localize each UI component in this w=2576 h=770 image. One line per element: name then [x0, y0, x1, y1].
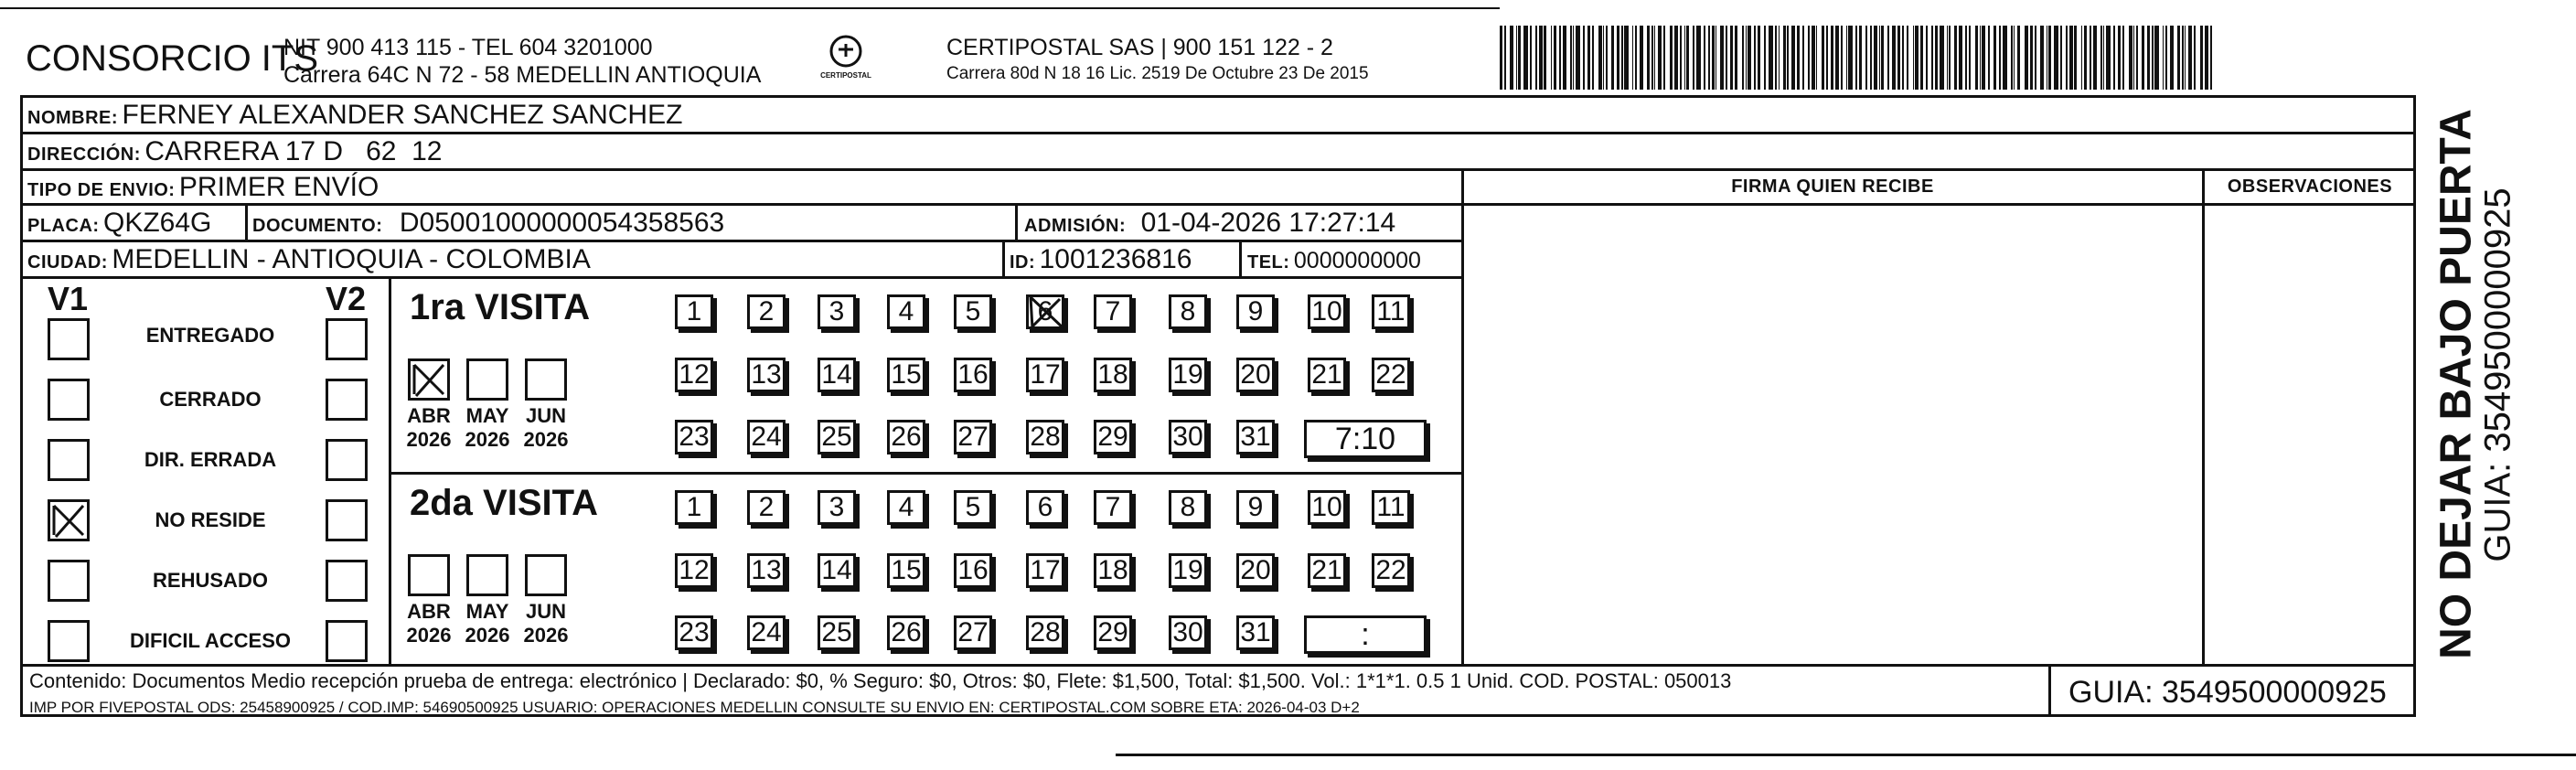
barcode-bar: [1563, 26, 1566, 90]
barcode-bar: [2133, 26, 2134, 90]
company-name: CONSORCIO ITS: [26, 38, 319, 79]
barcode: [1500, 26, 2222, 90]
visit-day-box[interactable]: 1: [675, 294, 713, 329]
visit-day-box[interactable]: 25: [818, 420, 856, 455]
visit-day-box[interactable]: 2: [747, 490, 786, 525]
barcode-bar: [2170, 26, 2174, 90]
barcode-bar: [1658, 26, 1662, 90]
status-v1-checkbox[interactable]: [48, 439, 90, 481]
barcode-bar: [2136, 26, 2138, 90]
status-v2-checkbox[interactable]: [326, 318, 368, 360]
visit-day-box[interactable]: 11: [1372, 294, 1410, 329]
visit-day-box[interactable]: 28: [1026, 615, 1064, 650]
visit-day-box[interactable]: 4: [887, 294, 925, 329]
barcode-bar: [1583, 26, 1585, 90]
observaciones-area[interactable]: [2206, 206, 2414, 663]
barcode-bar: [1902, 26, 1904, 90]
status-v2-checkbox[interactable]: [326, 379, 368, 421]
barcode-bar: [2100, 26, 2102, 90]
v2-label: V2: [326, 280, 367, 317]
visit-day-box[interactable]: 5: [954, 490, 992, 525]
barcode-bar: [1779, 26, 1780, 90]
barcode-bar: [2129, 26, 2132, 90]
barcode-bar: [2074, 26, 2077, 90]
barcode-bar: [1913, 26, 1914, 90]
status-option-label: NO RESIDE: [155, 508, 266, 531]
barcode-bar: [1576, 26, 1580, 90]
visit-day-box[interactable]: 31: [1236, 615, 1275, 650]
visit-month-checkbox[interactable]: [466, 358, 508, 401]
status-v2-checkbox[interactable]: [326, 560, 368, 602]
visit-day-box[interactable]: 6: [1026, 294, 1064, 329]
barcode-bar: [1654, 26, 1655, 90]
barcode-bar: [2066, 26, 2068, 90]
barcode-bar: [1915, 26, 1919, 90]
visit-month-checkbox[interactable]: [408, 554, 450, 596]
visit-time-box[interactable]: 7:10: [1304, 420, 1427, 458]
status-v2-checkbox[interactable]: [326, 439, 368, 481]
status-v1-checkbox[interactable]: [48, 620, 90, 662]
status-option-label: DIFICIL ACCESO: [129, 629, 291, 652]
barcode-bar: [1523, 26, 1528, 90]
side-warning: NO DEJAR BAJO PUERTA: [2432, 109, 2481, 659]
visit-day-box[interactable]: 22: [1372, 553, 1410, 588]
visit-day-box[interactable]: 3: [818, 294, 856, 329]
barcode-bar: [1624, 26, 1629, 90]
visit-day-box[interactable]: 5: [954, 294, 992, 329]
visit-day-box[interactable]: 24: [747, 420, 786, 455]
visit-day-box[interactable]: 8: [1169, 490, 1207, 525]
barcode-bar: [1592, 26, 1594, 90]
tel-field: TEL: 0000000000: [1247, 248, 1421, 273]
certipostal-logo: CERTIPOSTAL: [814, 33, 878, 88]
barcode-bar: [1846, 26, 1847, 90]
barcode-bar: [1551, 26, 1552, 90]
barcode-bar: [1855, 26, 1857, 90]
visit-month-year: 2026: [465, 624, 510, 647]
barcode-bar: [2177, 26, 2180, 90]
visit-month-year: 2026: [523, 624, 569, 647]
barcode-bar: [2188, 26, 2192, 90]
barcode-bar: [2084, 26, 2087, 90]
visit-day-box[interactable]: 8: [1169, 294, 1207, 329]
visit-day-box[interactable]: 14: [818, 553, 856, 588]
status-option-label: CERRADO: [159, 388, 262, 411]
barcode-bar: [2069, 26, 2073, 90]
visit-day-box[interactable]: 12: [675, 553, 713, 588]
bottom-rule: [1116, 754, 2576, 756]
status-v2-checkbox[interactable]: [326, 499, 368, 541]
visit-day-box[interactable]: 25: [818, 615, 856, 650]
barcode-bar: [1816, 26, 1817, 90]
visit-month-year: 2026: [406, 624, 452, 647]
barcode-bar: [1518, 26, 1521, 90]
visit-month-label: JUN: [525, 404, 566, 427]
barcode-bar: [1712, 26, 1715, 90]
visit-day-box[interactable]: 15: [887, 553, 925, 588]
barcode-bar: [1663, 26, 1665, 90]
barcode-bar: [1748, 26, 1751, 90]
visit-title: 1ra VISITA: [410, 287, 591, 327]
direccion-row: DIRECCIÓN: CARRERA 17 D 62 12: [27, 136, 443, 166]
barcode-bar: [1764, 26, 1766, 90]
barcode-bar: [1965, 26, 1967, 90]
barcode-bar: [1881, 26, 1884, 90]
visit-day-box[interactable]: 7: [1094, 294, 1132, 329]
side-guia: GUIA: 3549500000925: [2477, 187, 2518, 562]
barcode-bar: [1947, 26, 1948, 90]
visit-month-checkbox[interactable]: [525, 554, 567, 596]
documento-field: DOCUMENTO: D05001000000054358563: [252, 208, 725, 238]
barcode-bar: [2194, 26, 2196, 90]
status-option-label: DIR. ERRADA: [144, 448, 277, 471]
barcode-bar: [1993, 26, 1996, 90]
barcode-bar: [1708, 26, 1710, 90]
barcode-bar: [1959, 26, 1962, 90]
visit-day-box[interactable]: 31: [1236, 420, 1275, 455]
visit-title: 2da VISITA: [410, 483, 598, 523]
visit-day-box[interactable]: 16: [954, 358, 992, 392]
visit-day-box[interactable]: 14: [818, 358, 856, 392]
visit-day-box[interactable]: 28: [1026, 420, 1064, 455]
barcode-bar: [1647, 26, 1650, 90]
barcode-bar: [1954, 26, 1957, 90]
barcode-bar: [1822, 26, 1824, 90]
visit-day-box[interactable]: 20: [1236, 358, 1275, 392]
barcode-bar: [2040, 26, 2044, 90]
barcode-bar: [1693, 26, 1694, 90]
visit-month-checkbox[interactable]: [525, 358, 567, 401]
barcode-bar: [1573, 26, 1574, 90]
barcode-bar: [1926, 26, 1928, 90]
barcode-bar: [1704, 26, 1705, 90]
firma-label: FIRMA QUIEN RECIBE: [1731, 176, 1934, 197]
visit-day-box[interactable]: 10: [1308, 490, 1346, 525]
barcode-bar: [1831, 26, 1833, 90]
barcode-bar: [2205, 26, 2208, 90]
visit-day-box[interactable]: 1: [675, 490, 713, 525]
id-field: ID: 1001236816: [1010, 244, 1192, 274]
barcode-bar: [2093, 26, 2097, 90]
barcode-bar: [1746, 26, 1747, 90]
barcode-bar: [1769, 26, 1773, 90]
barcode-bar: [1841, 26, 1843, 90]
barcode-bar: [2014, 26, 2015, 90]
placa-field: PLACA: QKZ64G: [27, 208, 212, 238]
barcode-bar: [1617, 26, 1619, 90]
barcode-bar: [2113, 26, 2115, 90]
visit-day-box[interactable]: 9: [1236, 294, 1275, 329]
visit-month-year: 2026: [465, 428, 510, 451]
status-option-label: REHUSADO: [153, 569, 268, 592]
visit-day-box[interactable]: 2: [747, 294, 786, 329]
barcode-bar: [2152, 26, 2154, 90]
barcode-bar: [1802, 26, 1804, 90]
status-v2-checkbox[interactable]: [326, 620, 368, 662]
barcode-bar: [1621, 26, 1623, 90]
visit-day-box[interactable]: 10: [1308, 294, 1346, 329]
barcode-bar: [1758, 26, 1760, 90]
barcode-bar: [1720, 26, 1724, 90]
status-v1-checkbox[interactable]: [48, 379, 90, 421]
v1-label: V1: [48, 280, 89, 317]
barcode-bar: [1603, 26, 1604, 90]
visit-day-box[interactable]: 27: [954, 420, 992, 455]
visit-month-label: ABR: [407, 600, 451, 623]
status-option-label: ENTREGADO: [145, 324, 275, 347]
barcode-bar: [2163, 26, 2164, 90]
visit-day-box[interactable]: 15: [887, 358, 925, 392]
barcode-bar: [1510, 26, 1513, 90]
barcode-bar: [1826, 26, 1828, 90]
visit-day-box[interactable]: 17: [1026, 553, 1064, 588]
status-v1-checkbox[interactable]: [48, 318, 90, 360]
barcode-bar: [1504, 26, 1506, 90]
barcode-bar: [2106, 26, 2111, 90]
status-v1-checkbox[interactable]: [48, 560, 90, 602]
visit-day-box[interactable]: 23: [675, 420, 713, 455]
barcode-bar: [1539, 26, 1543, 90]
barcode-bar: [1611, 26, 1614, 90]
barcode-bar: [1606, 26, 1608, 90]
barcode-bar: [1530, 26, 1532, 90]
barcode-bar: [1879, 26, 1880, 90]
barcode-bar: [2182, 26, 2184, 90]
barcode-bar: [2154, 26, 2159, 90]
barcode-bar: [2210, 26, 2212, 90]
barcode-bar: [1640, 26, 1643, 90]
barcode-bar: [1907, 26, 1908, 90]
visit-day-box[interactable]: 26: [887, 420, 925, 455]
barcode-bar: [2118, 26, 2121, 90]
visit-day-box[interactable]: 30: [1169, 420, 1207, 455]
barcode-bar: [2103, 26, 2104, 90]
visit-day-box[interactable]: 24: [747, 615, 786, 650]
barcode-bar: [2090, 26, 2091, 90]
visit-month-checkbox[interactable]: [408, 358, 450, 401]
barcode-bar: [1775, 26, 1777, 90]
barcode-bar: [1988, 26, 1990, 90]
visit-month-year: 2026: [523, 428, 569, 451]
nombre-row: NOMBRE: FERNEY ALEXANDER SANCHEZ SANCHEZ: [27, 100, 683, 130]
barcode-bar: [2122, 26, 2124, 90]
top-rule: [0, 7, 1500, 9]
visit-day-box[interactable]: 26: [887, 615, 925, 650]
admision-field: ADMISIÓN: 01-04-2026 17:27:14: [1024, 208, 1396, 238]
visit-day-box[interactable]: 29: [1094, 420, 1132, 455]
visit-day-box[interactable]: 13: [747, 358, 786, 392]
barcode-bar: [1684, 26, 1685, 90]
operator-address: Carrera 80d N 18 16 Lic. 2519 De Octubre 23 De 2015: [946, 64, 1369, 83]
footer-imp: IMP POR FIVEPOSTAL ODS: 25458900925 / COD.IMP: 54690500925 USUARIO: OPERACIONES MEDELLIN CONSULTE SU ENVIO EN: CERTIPOSTAL.COM SOBRE ETA: 2026-04-03 D+2: [29, 699, 1360, 716]
tipo-envio-row: TIPO DE ENVIO: PRIMER ENVÍO: [27, 172, 379, 202]
barcode-bar: [1931, 26, 1933, 90]
barcode-bar: [2011, 26, 2013, 90]
barcode-bar: [2081, 26, 2082, 90]
barcode-bar: [1892, 26, 1896, 90]
barcode-bar: [1865, 26, 1867, 90]
barcode-bar: [1870, 26, 1872, 90]
visit-time-box[interactable]: :: [1304, 615, 1427, 654]
visit-day-box[interactable]: 27: [954, 615, 992, 650]
visit-day-box[interactable]: 12: [675, 358, 713, 392]
barcode-bar: [1975, 26, 1978, 90]
operator-name: CERTIPOSTAL SAS | 900 151 122 - 2: [946, 35, 1333, 60]
visit-day-box[interactable]: 17: [1026, 358, 1064, 392]
visit-day-box[interactable]: 6: [1026, 490, 1064, 525]
status-v1-checkbox[interactable]: [48, 499, 90, 541]
footer-contenido: Contenido: Documentos Medio recepción prueba de entrega: electrónico | Declarado: $0, % Seguro: $0, Otros: $0, Flete: $1,500, Total: $1,500. Vol.: 1*1*1. 0.5 1 Unid. COD. POSTAL: 050013: [29, 669, 1732, 692]
barcode-bar: [1742, 26, 1744, 90]
barcode-bar: [1570, 26, 1572, 90]
barcode-bar: [1587, 26, 1590, 90]
visit-month-label: ABR: [407, 404, 451, 427]
visit-month-label: MAY: [465, 600, 509, 623]
barcode-bar: [1635, 26, 1637, 90]
barcode-bar: [1940, 26, 1944, 90]
barcode-bar: [1949, 26, 1951, 90]
observaciones-label: OBSERVACIONES: [2227, 176, 2393, 197]
barcode-bar: [1680, 26, 1682, 90]
barcode-bar: [1859, 26, 1862, 90]
visit-day-box[interactable]: 23: [675, 615, 713, 650]
barcode-bar: [1920, 26, 1923, 90]
visit-month-year: 2026: [406, 428, 452, 451]
visit-day-box[interactable]: 22: [1372, 358, 1410, 392]
visit-month-label: JUN: [525, 600, 566, 623]
visit-month-label: MAY: [465, 404, 509, 427]
visit-day-box[interactable]: 18: [1094, 553, 1132, 588]
barcode-bar: [1559, 26, 1561, 90]
visit-month-checkbox[interactable]: [466, 554, 508, 596]
visit-day-box[interactable]: 29: [1094, 615, 1132, 650]
barcode-bar: [1980, 26, 1981, 90]
barcode-bar: [2003, 26, 2007, 90]
footer-guia: GUIA: 3549500000925: [2068, 675, 2387, 710]
visit-day-box[interactable]: 19: [1169, 553, 1207, 588]
barcode-bar: [1651, 26, 1653, 90]
visit-day-box[interactable]: 9: [1236, 490, 1275, 525]
barcode-bar: [2048, 26, 2051, 90]
barcode-bar: [2035, 26, 2036, 90]
barcode-bar: [2185, 26, 2186, 90]
visit-day-box[interactable]: 21: [1308, 358, 1346, 392]
barcode-bar: [1835, 26, 1839, 90]
barcode-bar: [1982, 26, 1985, 90]
barcode-bar: [1516, 26, 1517, 90]
barcode-bar: [1670, 26, 1673, 90]
barcode-bar: [1808, 26, 1810, 90]
barcode-bar: [1598, 26, 1602, 90]
visit-day-box[interactable]: 19: [1169, 358, 1207, 392]
firma-area[interactable]: [1464, 206, 2201, 663]
barcode-bar: [2054, 26, 2058, 90]
company-address: Carrera 64C N 72 - 58 MEDELLIN ANTIOQUIA: [283, 62, 762, 88]
barcode-bar: [1969, 26, 1971, 90]
visit-day-box[interactable]: 13: [747, 553, 786, 588]
barcode-bar: [1797, 26, 1800, 90]
company-nit: NIT 900 413 115 - TEL 604 3201000: [283, 35, 653, 60]
visit-day-box[interactable]: 3: [818, 490, 856, 525]
barcode-bar: [1544, 26, 1546, 90]
barcode-bar: [2025, 26, 2028, 90]
barcode-bar: [1730, 26, 1733, 90]
barcode-bar: [1735, 26, 1737, 90]
barcode-bar: [2060, 26, 2062, 90]
barcode-bar: [2200, 26, 2203, 90]
barcode-bar: [1783, 26, 1786, 90]
visit-day-box[interactable]: 16: [954, 553, 992, 588]
barcode-bar: [2165, 26, 2167, 90]
barcode-bar: [1787, 26, 1789, 90]
barcode-bar: [1999, 26, 2001, 90]
barcode-bar: [1632, 26, 1633, 90]
barcode-bar: [1686, 26, 1689, 90]
visit-day-box[interactable]: 7: [1094, 490, 1132, 525]
visit-day-box[interactable]: 20: [1236, 553, 1275, 588]
barcode-bar: [1754, 26, 1756, 90]
barcode-bar: [1554, 26, 1556, 90]
visit-day-box[interactable]: 30: [1169, 615, 1207, 650]
ciudad-field: CIUDAD: MEDELLIN - ANTIOQUIA - COLOMBIA: [27, 244, 591, 274]
barcode-bar: [1848, 26, 1853, 90]
visit-day-box[interactable]: 11: [1372, 490, 1410, 525]
barcode-bar: [1696, 26, 1701, 90]
barcode-bar: [2147, 26, 2150, 90]
barcode-bar: [1812, 26, 1815, 90]
barcode-bar: [2017, 26, 2020, 90]
barcode-bar: [1935, 26, 1938, 90]
barcode-bar: [1874, 26, 1877, 90]
barcode-bar: [1535, 26, 1537, 90]
visit-day-box[interactable]: 4: [887, 490, 925, 525]
barcode-bar: [1726, 26, 1727, 90]
barcode-bar: [1500, 26, 1502, 90]
visit-day-box[interactable]: 18: [1094, 358, 1132, 392]
visit-day-box[interactable]: 21: [1308, 553, 1346, 588]
barcode-bar: [2142, 26, 2144, 90]
barcode-bar: [1897, 26, 1900, 90]
barcode-bar: [2030, 26, 2033, 90]
barcode-bar: [1791, 26, 1795, 90]
barcode-bar: [1674, 26, 1678, 90]
barcode-bar: [1887, 26, 1889, 90]
